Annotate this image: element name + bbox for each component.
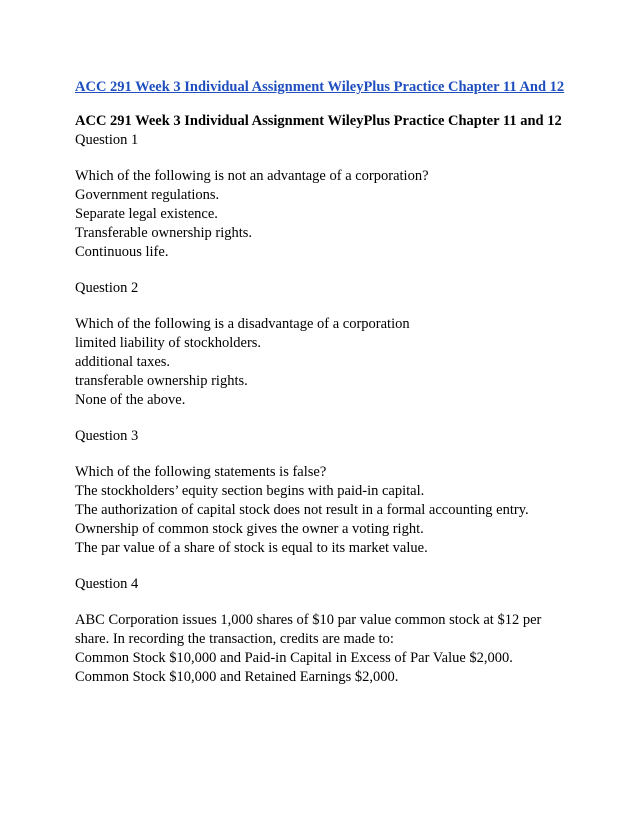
option: Separate legal existence.	[75, 206, 218, 222]
option: limited liability of stockholders.	[75, 335, 262, 351]
question-1-label: Question 1	[75, 132, 139, 148]
option: None of the above.	[75, 392, 186, 408]
document-heading: ACC 291 Week 3 Individual Assignment WileyPlus Practice Chapter 11 and 12	[75, 113, 562, 129]
question-2-label: Question 2	[75, 280, 139, 296]
question-3	[75, 427, 565, 446]
option: Ownership of common stock gives the owner a voting right.	[75, 521, 424, 537]
option: Continuous life.	[75, 244, 169, 260]
question-4-options	[75, 649, 565, 687]
question-4-label: Question 4	[75, 576, 139, 592]
question-3-body	[75, 463, 565, 558]
question-2-body	[75, 315, 565, 410]
option: Transferable ownership rights.	[75, 225, 253, 241]
option: The authorization of capital stock does not result in a formal accounting entry.	[75, 502, 529, 518]
question-2-prompt: Which of the following is a disadvantage of a corporation	[75, 316, 410, 332]
question-1	[75, 167, 565, 262]
option: transferable ownership rights.	[75, 373, 248, 389]
question-2-options	[75, 334, 565, 410]
question-3-options	[75, 482, 565, 558]
option: The par value of a share of stock is equal to its market value.	[75, 540, 428, 556]
question-4-body	[75, 611, 565, 687]
question-1-prompt: Which of the following is not an advantage of a corporation?	[75, 168, 429, 184]
option: Government regulations.	[75, 187, 220, 203]
option: Common Stock $10,000 and Paid-in Capital in Excess of Par Value $2,000.	[75, 650, 513, 666]
title-link[interactable]: ACC 291 Week 3 Individual Assignment WileyPlus Practice Chapter 11 And 12	[75, 79, 565, 95]
question-1-options	[75, 186, 565, 262]
option: The stockholders’ equity section begins with paid-in capital.	[75, 483, 425, 499]
question-3-label: Question 3	[75, 428, 139, 444]
question-2	[75, 279, 565, 298]
option: Common Stock $10,000 and Retained Earnings $2,000.	[75, 669, 399, 685]
document-page	[75, 78, 565, 687]
question-4	[75, 575, 565, 594]
question-4-prompt: ABC Corporation issues 1,000 shares of $10 par value common stock at $12 per share. In recording the transaction, credits are made to:	[75, 612, 542, 647]
question-3-prompt: Which of the following statements is false?	[75, 464, 327, 480]
option: additional taxes.	[75, 354, 171, 370]
